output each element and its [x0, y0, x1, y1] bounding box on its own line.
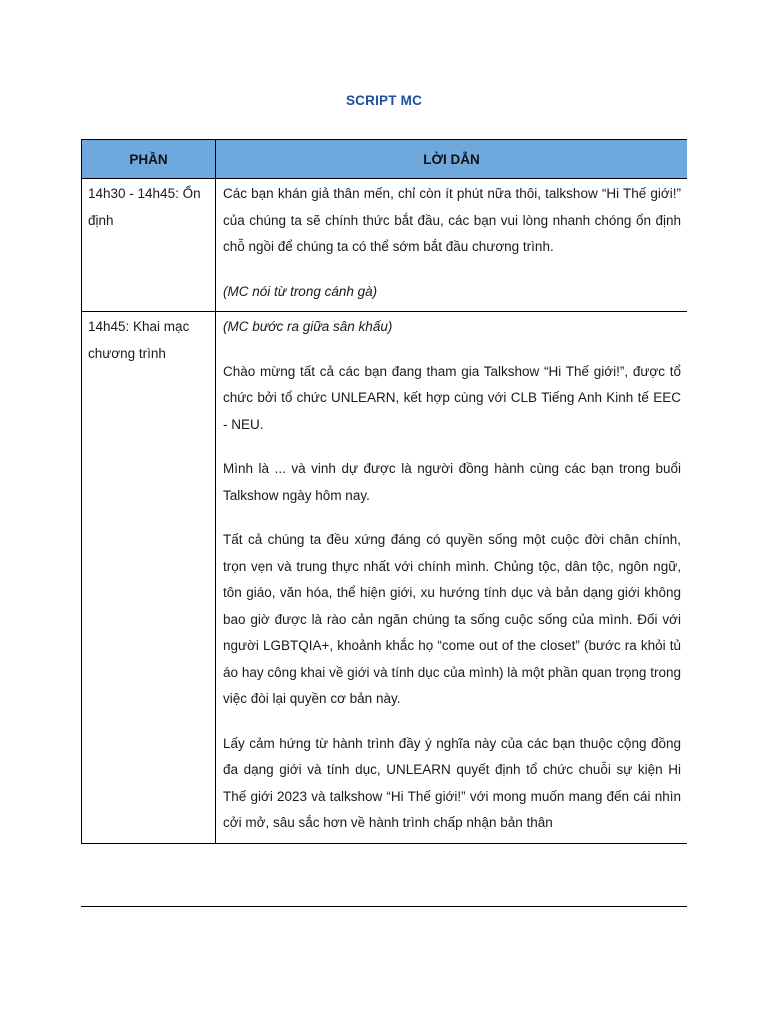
stage-direction: (MC bước ra giữa sân khấu)	[223, 319, 393, 334]
paragraph: Chào mừng tất cả các bạn đang tham gia Talkshow “Hi Thế giới!”, được tổ chức bởi tổ chức UNLEARN, kết hợp cùng với CLB Tiếng Anh Kinh tế EEC - NEU.	[223, 363, 681, 432]
row-part-cell: 14h45: Khai mạc chương trình	[82, 312, 216, 844]
row-part-cell: 14h30 - 14h45: Ổn định	[82, 179, 216, 312]
stage-direction: (MC nói từ trong cánh gà)	[223, 283, 378, 299]
row-text-cell	[216, 179, 688, 312]
paragraph: Lấy cảm hứng từ hành trình đầy ý nghĩa này của các bạn thuộc cộng đồng đa dạng giới và tính dục, UNLEARN quyết định tổ chức chuỗi sự kiện Hi Thế giới 2023 và talkshow “Hi Thế giới!” với mong muốn mang đến cái nhìn cởi mở, sâu sắc hơn về hành trình chấp nhận bản thân	[223, 735, 681, 830]
row-text-cell	[216, 312, 688, 844]
table-row	[82, 179, 688, 312]
paragraph: Các bạn khán giả thân mến, chỉ còn ít phút nữa thôi, talkshow “Hi Thế giới!” của chúng ta sẽ chính thức bắt đầu, các bạn vui lòng nhanh chóng ổn định chỗ ngồi để chúng ta có thể sớm bắt đầu chương trình.	[223, 186, 681, 254]
script-table	[81, 139, 687, 844]
script-table-container	[81, 139, 687, 907]
paragraph: Tất cả chúng ta đều xứng đáng có quyền sống một cuộc đời chân chính, trọn vẹn và trung thực nhất với chính mình. Chủng tộc, dân tộc, ngôn ngữ, tôn giáo, văn hóa, thể hiện giới, xu hướng tính dục và bản dạng giới không bao giờ được là rào cản ngăn chúng ta sống cuộc sống của mình. Đối với người LGBTQIA+, khoảnh khắc họ “come out of the closet” (bước ra khỏi tủ áo hay công khai về giới và tính dục của mình) là một phần quan trọng trong việc đòi lại quyền cơ bản này.	[223, 532, 681, 706]
table-row	[82, 312, 688, 844]
document-title: SCRIPT MC	[345, 93, 423, 108]
header-text: LỜI DẪN	[216, 140, 688, 179]
table-header-row	[82, 140, 688, 179]
header-part: PHẦN	[82, 140, 216, 179]
paragraph: Mình là ... và vinh dự được là người đồng hành cùng các bạn trong buổi Talkshow ngày hôm nay.	[223, 461, 681, 503]
